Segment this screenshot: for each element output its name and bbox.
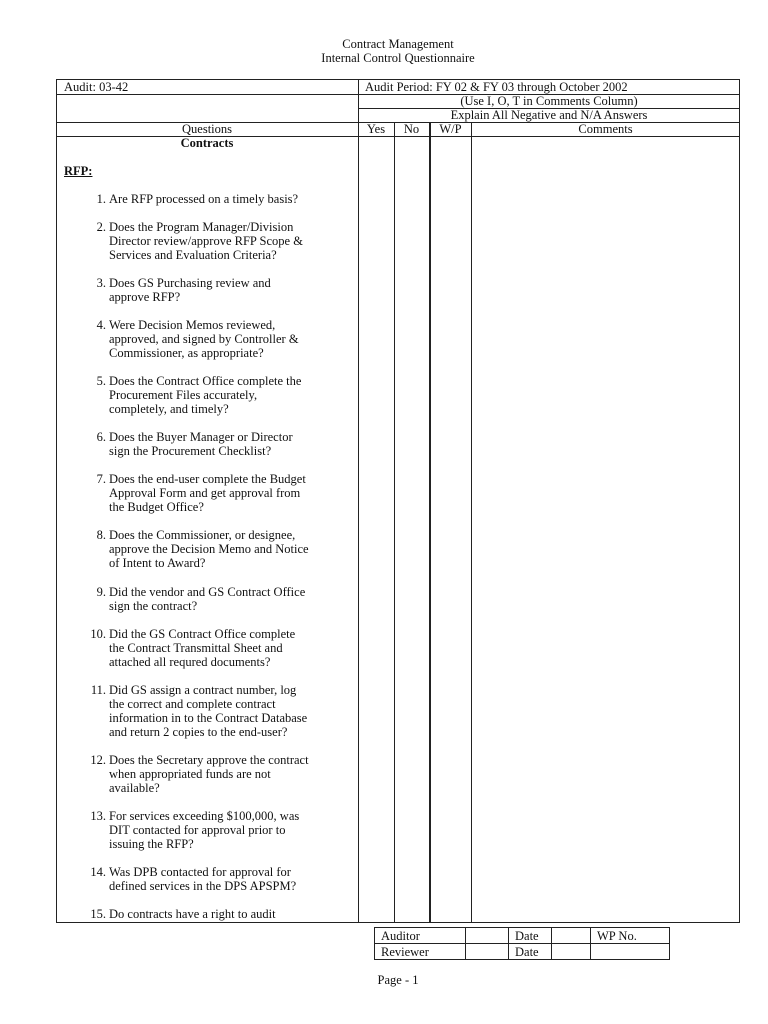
reviewer-value [466,944,509,960]
question-number: 13. [90,809,106,823]
question-text: Does the Program Manager/Division Director review/approve RFP Scope & Services and Evaluation Criteria? [109,220,303,262]
question-text: Was DPB contacted for approval for defined services in the DPS APSPM? [109,865,297,893]
subsection-title: RFP: [64,164,93,178]
question-text: Does the Buyer Manager or Director sign the Procurement Checklist? [109,430,293,458]
question-text: Did the GS Contract Office complete the Contract Transmittal Sheet and attached all requred documents? [109,627,296,669]
auditor-label: Auditor [375,928,466,944]
question-number: 6. [96,430,106,444]
question-number: 2. [96,220,106,234]
column-header-no: No [403,122,420,136]
question-text: Does the Secretary approve the contract when appropriated funds are not available? [109,753,309,795]
question-text: Were Decision Memos reviewed, approved, and signed by Controller & Commissioner, as appropriate? [109,318,299,360]
question-text: Does the end-user complete the Budget Approval Form and get approval from the Budget Office? [109,472,306,514]
question-text: Do contracts have a right to audit [109,907,276,921]
column-header-questions: Questions [182,122,232,136]
question-text: For services exceeding $100,000, was DIT contacted for approval prior to issuing the RFP? [109,809,300,851]
instruction-line-2: Explain All Negative and N/A Answers [450,108,648,122]
question-number: 3. [96,276,106,290]
section-title: Contracts [180,136,234,150]
column-header-yes: Yes [366,122,386,136]
question-number: 4. [96,318,106,332]
question-number: 12. [90,753,106,767]
audit-period: Audit Period: FY 02 & FY 03 through October 2002 [365,80,628,94]
column-header-comments: Comments [578,122,633,136]
table-column-divider [471,122,472,923]
question-text: Are RFP processed on a timely basis? [109,192,299,206]
document-subtitle: Internal Control Questionnaire [321,51,475,65]
table-column-divider [429,122,431,923]
instruction-line-1: (Use I, O, T in Comments Column) [460,94,638,108]
date-label: Date [509,944,552,960]
table-column-divider [394,122,395,923]
question-number: 10. [90,627,106,641]
audit-number: Audit: 03-42 [64,80,129,94]
question-number: 14. [90,865,106,879]
page-number: Page - 1 [377,973,419,987]
date-label: Date [509,928,552,944]
question-number: 9. [96,585,106,599]
signoff-table [374,927,670,960]
wp-number-value [591,944,670,960]
question-text: Did the vendor and GS Contract Office sign the contract? [109,585,306,613]
reviewer-label: Reviewer [375,944,466,960]
question-number: 8. [96,528,106,542]
column-header-wp: W/P [439,122,462,136]
document-title: Contract Management [342,37,454,51]
question-text: Did GS assign a contract number, log the correct and complete contract information in to the Contract Database and return 2 copies to the end-user? [109,683,308,739]
question-number: 5. [96,374,106,388]
question-number: 7. [96,472,106,486]
wp-number-label: WP No. [591,928,670,944]
auditor-value [466,928,509,944]
question-text: Does GS Purchasing review and approve RFP? [109,276,271,304]
question-number: 15. [90,907,106,921]
date-value [552,928,591,944]
question-number: 1. [96,192,106,206]
date-value [552,944,591,960]
question-text: Does the Commissioner, or designee, approve the Decision Memo and Notice of Intent to Award? [109,528,309,570]
question-text: Does the Contract Office complete the Procurement Files accurately, completely, and timely? [109,374,302,416]
question-number: 11. [90,683,106,697]
